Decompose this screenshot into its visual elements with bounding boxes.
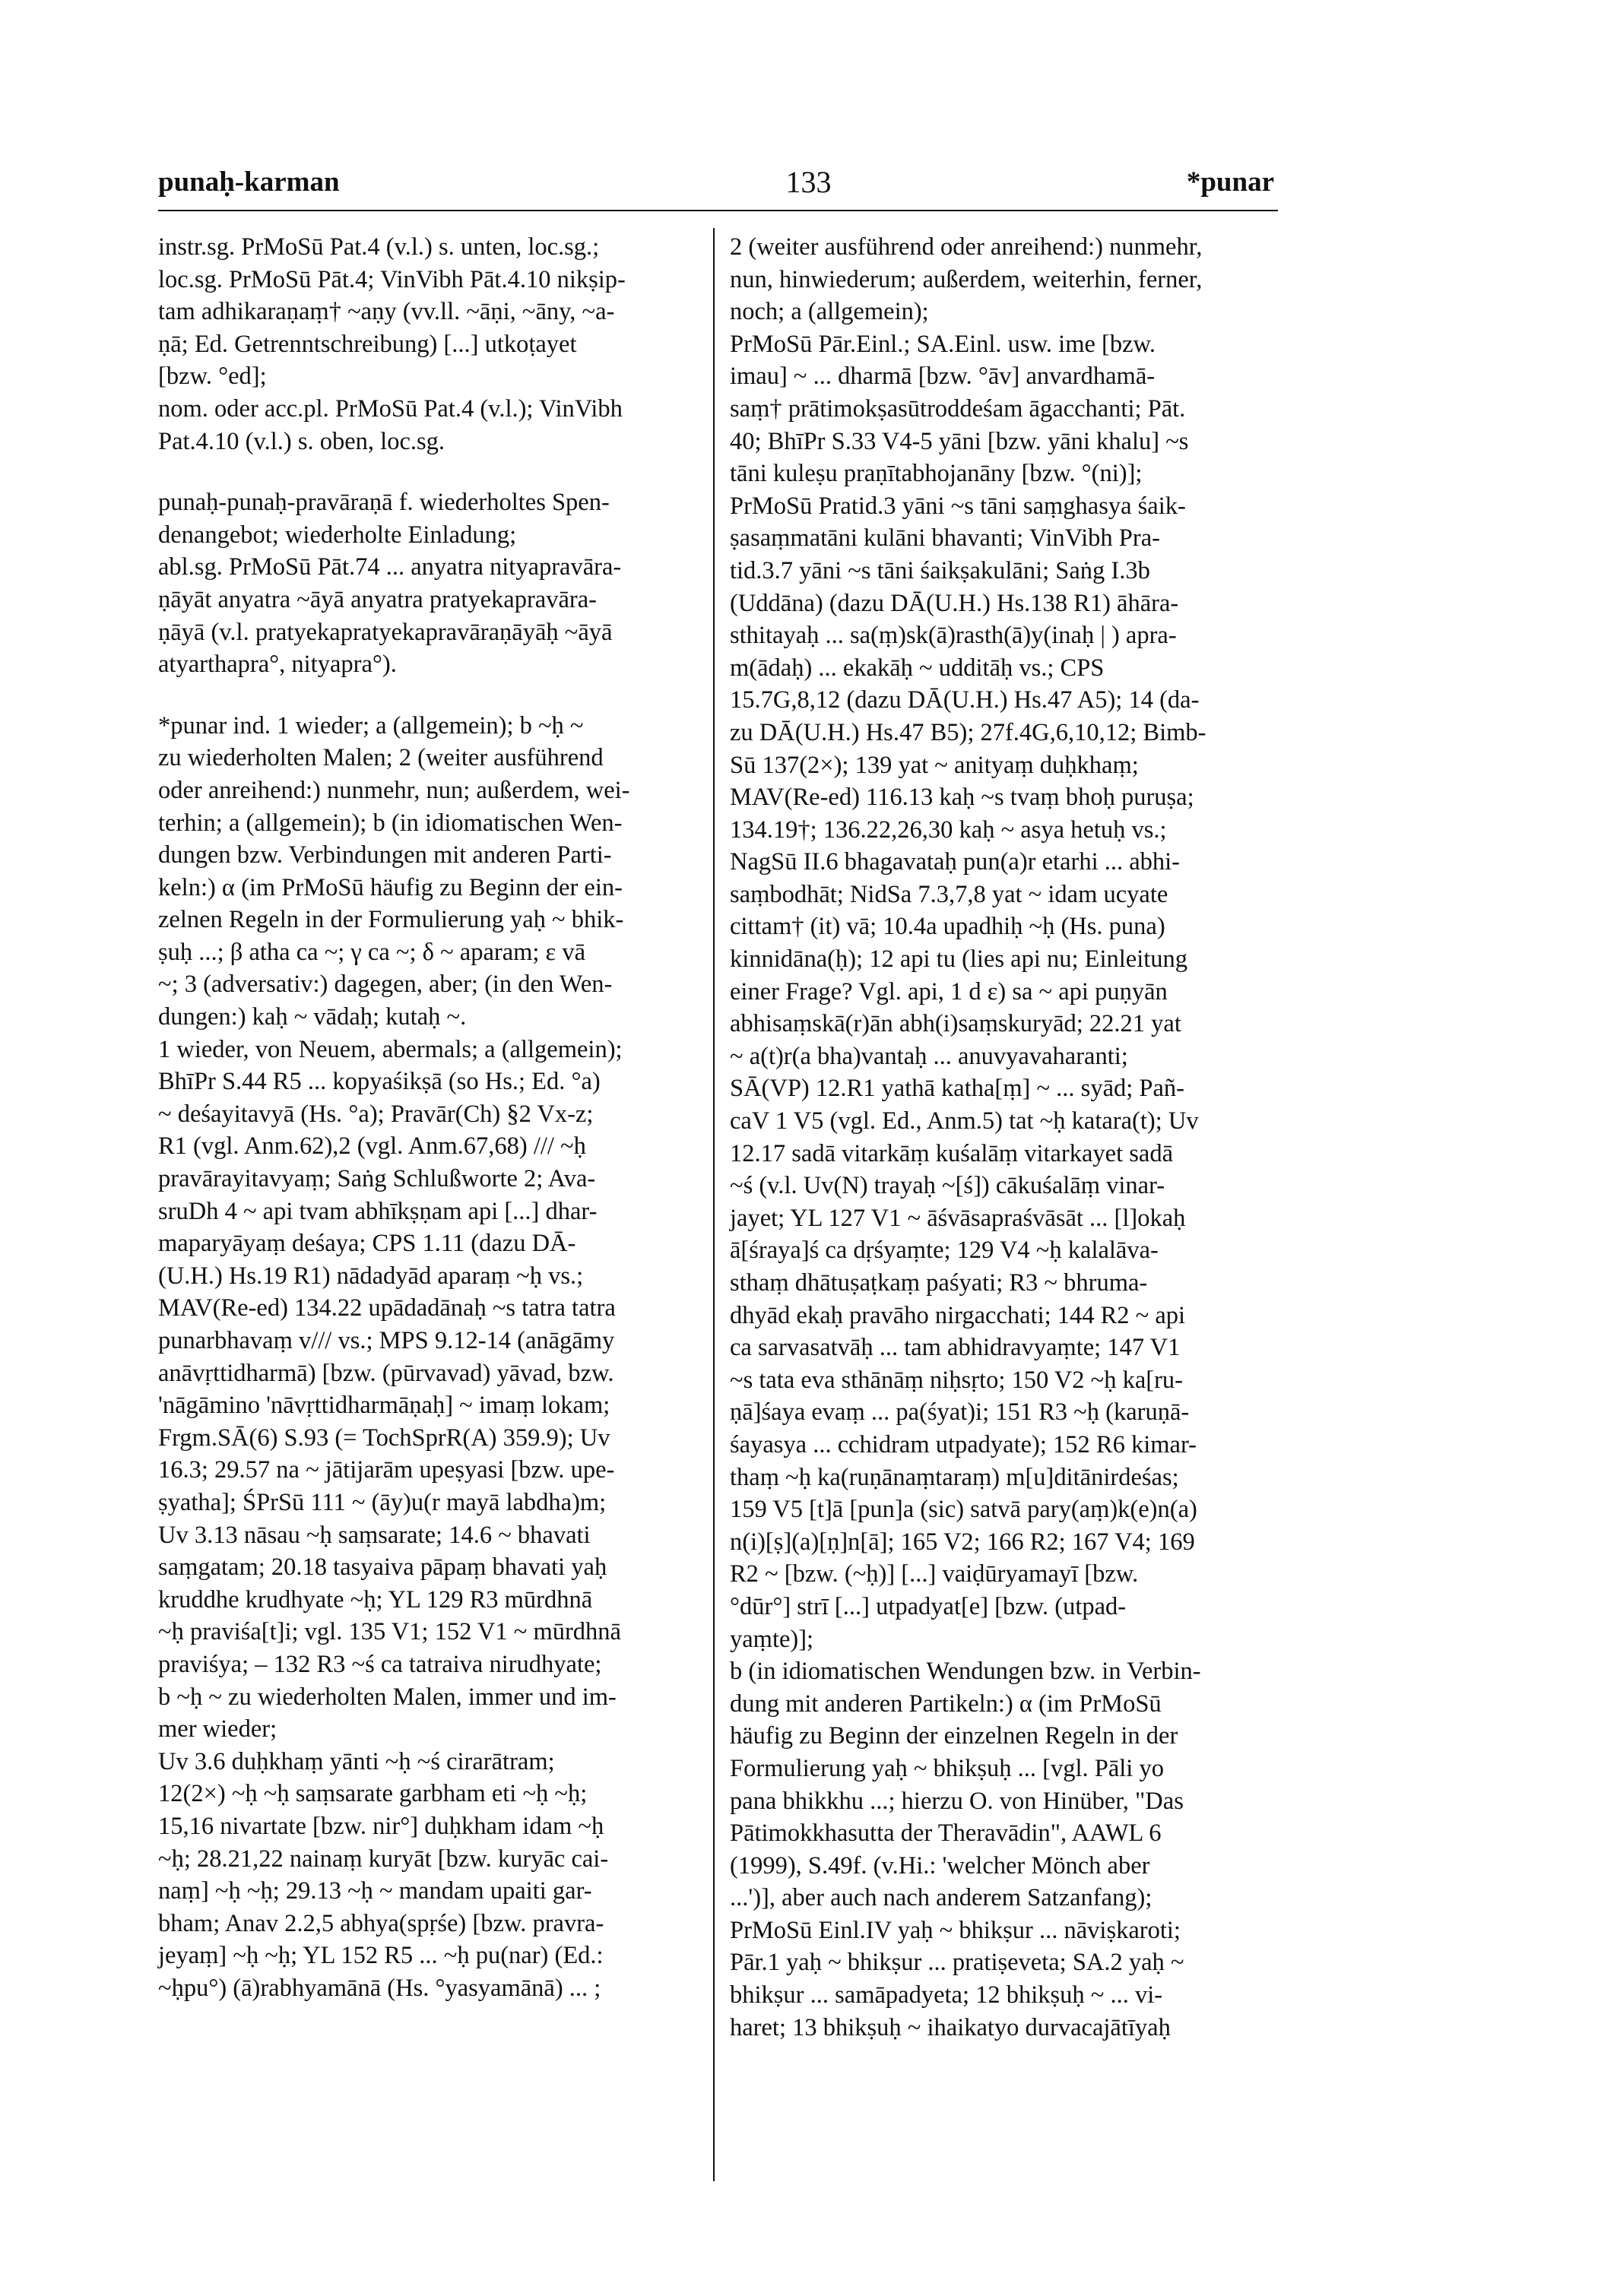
text-line: Pār.1 yaḥ ~ bhikṣur ... pratiṣeveta; SA.2 yaḥ ~ [730,1949,1184,1977]
text-line: mer wieder; [158,1715,277,1743]
text-line: ~ś (v.l. Uv(N) trayaḥ ~[ś]) cākuśalāṃ vinar- [730,1172,1165,1200]
text-line: PrMoSū Pratid.3 yāni ~s tāni saṃghasya śaik- [730,492,1186,520]
text-line: zu wiederholten Malen; 2 (weiter ausführend [158,744,604,772]
text-line: einer Frage? Vgl. api, 1 d ε) sa ~ api puṇyān [730,977,1168,1005]
text-line: 16.3; 29.57 na ~ jātijarām upeṣyasi [bzw. upe- [158,1456,615,1484]
text-line: NagSū II.6 bhagavataḥ pun(a)r etarhi ... abhi- [730,848,1180,876]
text-line: dhyād ekaḥ pravāho nirgacchati; 144 R2 ~ api [730,1301,1186,1329]
text-line: sthitayaḥ ... sa(ṃ)sk(ā)rasth(ā)y(inaḥ | ) apra- [730,622,1177,650]
text-line: yaṃte)]; [730,1625,814,1653]
text-line: R2 ~ [bzw. (~ḥ)] [...] vaiḍūryamayī [bzw. [730,1560,1139,1588]
text-line: (Uddāna) (dazu DĀ(U.H.) Hs.138 R1) āhāra- [730,589,1179,617]
text-line: ṣuḥ ...; β atha ca ~; γ ca ~; δ ~ aparam; ε vā [158,938,586,966]
page-number: 133 [785,165,832,199]
text-line: °dūr°] strī [...] utpadyat[e] [bzw. (utpad- [730,1592,1127,1620]
text-line: loc.sg. PrMoSū Pāt.4; VinVibh Pāt.4.10 nikṣip- [158,265,626,293]
text-line: śayasya ... cchidram utpadyate); 152 R6 kimar- [730,1430,1197,1458]
text-line: [bzw. °ed]; [158,363,267,391]
text-line: Uv 3.13 nāsau ~ḥ saṃsarate; 14.6 ~ bhavati [158,1521,591,1549]
text-line: b (in idiomatischen Wendungen bzw. in Verbin- [730,1658,1201,1686]
text-line: ~ a(t)r(a bha)vantaḥ ... anuvyavaharanti; [730,1042,1128,1070]
text-line: pravārayitavyaṃ; Saṅg Schlußworte 2; Ava- [158,1165,596,1193]
text-line: dungen bzw. Verbindungen mit anderen Parti- [158,841,612,869]
text-line: 40; BhīPr S.33 V4-5 yāni [bzw. yāni khalu] ~s [730,427,1189,455]
text-line: ṇāyā (v.l. pratyekapratyekapravāraṇāyāḥ ~āyā [158,618,613,646]
text-line: 12.17 sadā vitarkāṃ kuśalāṃ vitarkayet sadā [730,1139,1174,1167]
text-line: sruDh 4 ~ api tvam abhīkṣṇam api [...] dhar- [158,1197,598,1225]
text-line: zelnen Regeln in der Formulierung yaḥ ~ bhik- [158,906,624,934]
text-line: oder anreihend:) nunmehr, nun; außerdem, wei- [158,776,630,804]
text-line: bhikṣur ... samāpadyeta; 12 bhikṣuḥ ~ ... vi- [730,1981,1163,2009]
text-line: Uv 3.6 duḥkhaṃ yānti ~ḥ ~ś cirarātram; [158,1747,555,1775]
text-line: ...')], aber auch nach anderem Satzanfang); [730,1884,1153,1912]
text-line: häufig zu Beginn der einzelnen Regeln in der [730,1722,1178,1750]
text-line: *punar ind. 1 wieder; a (allgemein); b ~ḥ ~ [158,711,584,739]
text-line: Pātimokkhasutta der Theravādin", AAWL 6 [730,1819,1162,1848]
dictionary-entry [158,486,699,681]
text-line: Sū 137(2×); 139 yat ~ anityaṃ duḥkhaṃ; [730,751,1139,779]
text-line: 'nāgāmino 'nāvṛttidharmāṇaḥ] ~ imaṃ lokam; [158,1392,610,1420]
text-line: 1 wieder, von Neuem, abermals; a (allgemein); [158,1035,623,1063]
column-divider [713,228,715,2181]
text-line: PrMoSū Pār.Einl.; SA.Einl. usw. ime [bzw. [730,330,1156,358]
text-line: kruddhe krudhyate ~ḥ; YL 129 R3 mūrdhnā [158,1585,593,1614]
text-line: ~; 3 (adversativ:) dagegen, aber; (in den Wen- [158,971,613,999]
text-line: (1999), S.49f. (v.Hi.: 'welcher Mönch aber [730,1851,1150,1880]
header-rule [158,210,1278,211]
text-line: imau] ~ ... dharmā [bzw. °āv] anvardhamā- [730,363,1156,391]
text-line: bham; Anav 2.2,5 abhya(spṛśe) [bzw. pravra- [158,1909,604,1937]
text-line: saṃbodhāt; NidSa 7.3,7,8 yat ~ idam ucyate [730,880,1168,908]
text-line: atyarthapra°, nityapra°). [158,651,397,679]
text-line: praviśya; – 132 R3 ~ś ca tatraiva nirudhyate; [158,1650,602,1678]
text-line: zu DĀ(U.H.) Hs.47 B5); 27f.4G,6,10,12; Bimb- [730,718,1206,746]
text-line: 12(2×) ~ḥ ~ḥ saṃsarate garbham eti ~ḥ ~ḥ; [158,1780,588,1808]
text-line: BhīPr S.44 R5 ... kopyaśikṣā (so Hs.; Ed. °a) [158,1068,601,1096]
text-line: terhin; a (allgemein); b (in idiomatischen Wen- [158,809,623,837]
text-line: sthaṃ dhātuṣaṭkaṃ paśyati; R3 ~ bhruma- [730,1269,1148,1297]
text-line: ā[śraya]ś ca dṛśyaṃte; 129 V4 ~ḥ kalalāva- [730,1237,1159,1265]
text-line: ṇā]śaya evaṃ ... pa(śyat)i; 151 R3 ~ḥ (karuṇā- [730,1398,1190,1427]
text-line: m(ādaḥ) ... ekakāḥ ~ udditāḥ vs.; CPS [730,654,1105,682]
text-line: jayet; YL 127 V1 ~ āśvāsapraśvāsāt ... [l]okaḥ [730,1204,1186,1232]
text-line: ~ḥ; 28.21,22 nainaṃ kuryāt [bzw. kuryāc cai- [158,1845,609,1873]
text-line: punarbhavaṃ v/// vs.; MPS 9.12-14 (anāgāmy [158,1327,615,1354]
text-line: tāni kuleṣu praṇītabhojanāny [bzw. °(ni)]; [730,460,1143,488]
dictionary-entry [158,710,699,2005]
text-line: MAV(Re-ed) 134.22 upādadānaḥ ~s tatra tatra [158,1294,616,1322]
text-line: ṣasaṃmatāni kulāni bhavanti; VinVibh Pra- [730,524,1160,553]
text-line: cittam† (it) vā; 10.4a upadhiḥ ~ḥ (Hs. puna) [730,913,1165,941]
text-line: MAV(Re-ed) 116.13 kaḥ ~s tvaṃ bhoḥ puruṣa; [730,784,1194,812]
text-line: dungen:) kaḥ ~ vādaḥ; kutaḥ ~. [158,1003,467,1031]
text-line: ṇā; Ed. Getrenntschreibung) [...] utkoṭayet [158,330,577,358]
text-line: PrMoSū Einl.IV yaḥ ~ bhikṣur ... nāviṣkaroti; [730,1916,1181,1944]
dictionary-entry [730,231,1279,2044]
text-line: keln:) α (im PrMoSū häufig zu Beginn der ein- [158,873,623,901]
text-line: ~ḥ praviśa[t]i; vgl. 135 V1; 152 V1 ~ mūrdhnā [158,1618,621,1646]
text-line: maparyāyaṃ deśaya; CPS 1.11 (dazu DĀ- [158,1230,576,1258]
text-line: nun, hinwiederum; außerdem, weiterhin, ferner, [730,265,1203,293]
right-column [730,231,1279,2044]
text-line: abl.sg. PrMoSū Pāt.74 ... anyatra nityapravāra- [158,553,622,581]
text-line: Formulierung yaḥ ~ bhikṣuḥ ... [vgl. Pāli yo [730,1754,1164,1782]
text-line: 15.7G,8,12 (dazu DĀ(U.H.) Hs.47 A5); 14 (da- [730,686,1200,714]
text-line: ~s tata eva sthānāṃ niḥsṛto; 150 V2 ~ḥ ka[ru- [730,1366,1183,1394]
text-line: saṃ† prātimokṣasūtroddeśam āgacchanti; Pāt. [730,394,1186,423]
text-line: tid.3.7 yāni ~s tāni śaikṣakulāni; Saṅg I.3b [730,556,1150,584]
text-line: nom. oder acc.pl. PrMoSū Pat.4 (v.l.); VinVibh [158,394,623,423]
text-line: n(i)[ṣ](a)[ṇ]n[ā]; 165 V2; 166 R2; 167 V4; 169 [730,1528,1195,1556]
text-line: instr.sg. PrMoSū Pat.4 (v.l.) s. unten, loc.sg.; [158,233,600,261]
text-line: thaṃ ~ḥ ka(ruṇānaṃtaraṃ) m[u]ditānirdeśas; [730,1463,1179,1491]
text-line: Pat.4.10 (v.l.) s. oben, loc.sg. [158,427,445,455]
text-line: kinnidāna(ḥ); 12 api tu (lies api nu; Einleitung [730,945,1188,974]
text-line: R1 (vgl. Anm.62),2 (vgl. Anm.67,68) /// ~ḥ [158,1132,586,1161]
text-line: jeyaṃ] ~ḥ ~ḥ; YL 152 R5 ... ~ḥ pu(nar) (Ed.: [158,1942,604,1970]
text-line: pana bhikkhu ...; hierzu O. von Hinüber, "Das [730,1787,1184,1815]
text-line: dung mit anderen Partikeln:) α (im PrMoSū [730,1690,1162,1718]
running-head-right: *punar [1186,166,1274,198]
text-line: Frgm.SĀ(6) S.93 (= TochSprR(A) 359.9); Uv [158,1424,610,1452]
text-line: ṣyatha]; ŚPrSū 111 ~ (āy)u(r mayā labdha)m; [158,1488,607,1516]
text-line: abhisaṃskā(r)ān abh(i)saṃskuryād; 22.21 yat [730,1010,1181,1038]
running-head-left: punaḥ-karman [158,166,340,198]
text-line: saṃgatam; 20.18 tasyaiva pāpaṃ bhavati yaḥ [158,1553,607,1582]
text-line: 134.19†; 136.22,26,30 kaḥ ~ asya hetuḥ vs.; [730,815,1167,844]
text-line: ca sarvasatvāḥ ... tam abhidravyaṃte; 147 V1 [730,1334,1181,1362]
dictionary-entry [158,231,699,458]
text-line: noch; a (allgemein); [730,298,929,326]
text-line: tam adhikaraṇaṃ† ~aṇy (vv.ll. ~āṇi, ~āny, ~a- [158,298,615,326]
text-line: ~ḥpu°) (ā)rabhyamānā (Hs. °yasyamānā) ... ; [158,1974,601,2002]
text-line: punaḥ-punaḥ-pravāraṇā f. wiederholtes Spen- [158,489,610,517]
text-line: denangebot; wiederholte Einladung; [158,521,517,549]
text-line: caV 1 V5 (vgl. Ed., Anm.5) tat ~ḥ katara(t); Uv [730,1107,1199,1135]
text-line: naṃ] ~ḥ ~ḥ; 29.13 ~ḥ ~ mandam upaiti gar- [158,1877,592,1905]
left-column [158,231,699,2004]
text-line: (U.H.) Hs.19 R1) nādadyād aparaṃ ~ḥ vs.; [158,1262,584,1290]
text-line: anāvṛttidharmā) [bzw. (pūrvavad) yāvad, bzw. [158,1359,614,1387]
text-line: ṇāyāt anyatra ~āyā anyatra pratyekapravāra- [158,585,597,613]
text-line: ~ deśayitavyā (Hs. °a); Pravār(Ch) §2 Vx-z; [158,1100,594,1128]
text-line: haret; 13 bhikṣuḥ ~ ihaikatyo durvacajātīyaḥ [730,2013,1171,2041]
text-line: b ~ḥ ~ zu wiederholten Malen, immer und im- [158,1683,617,1711]
text-line: 15,16 nivartate [bzw. nir°] duḥkham idam ~ḥ [158,1812,604,1840]
text-line: 159 V5 [t]ā [pun]a (sic) satvā pary(aṃ)k(e)n(a) [730,1496,1197,1524]
text-line: 2 (weiter ausführend oder anreihend:) nunmehr, [730,233,1203,261]
text-line: SĀ(VP) 12.R1 yathā katha[ṃ] ~ ... syād; Pañ- [730,1075,1184,1103]
